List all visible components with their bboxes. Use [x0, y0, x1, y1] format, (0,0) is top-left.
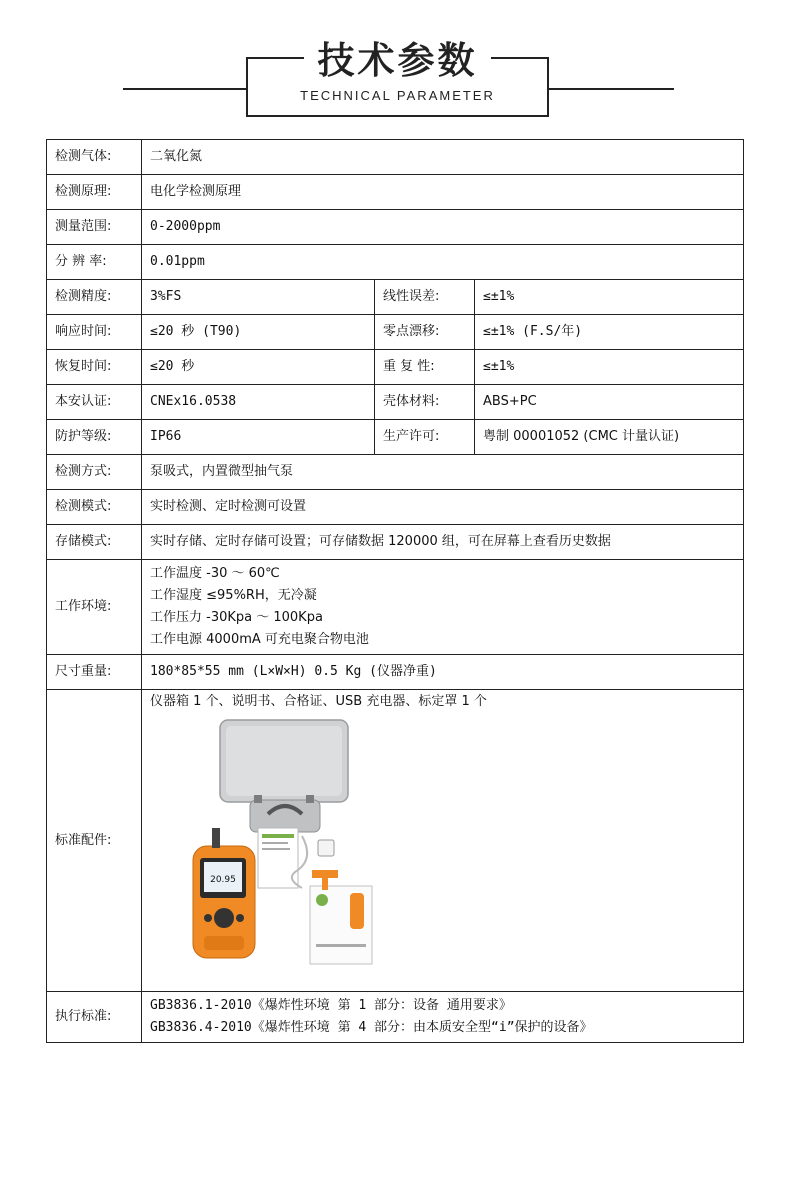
row-value-recovery: ≤20 秒 [142, 350, 375, 385]
table-row [47, 455, 744, 490]
row-value-range: 0-2000ppm [142, 210, 744, 245]
row-label-zero-drift: 零点漂移: [375, 315, 475, 350]
row-label-mode: 检测模式: [47, 490, 142, 525]
row-value-size: 180*85*55 mm (L×W×H) 0.5 Kg (仪器净重) [142, 655, 744, 690]
table-row [47, 490, 744, 525]
row-value-safety: CNEx16.0538 [142, 385, 375, 420]
table-row [47, 385, 744, 420]
row-label-method: 检测方式: [47, 455, 142, 490]
table-row [47, 525, 744, 560]
row-label-linearity: 线性误差: [375, 280, 475, 315]
row-label-license: 生产许可: [375, 420, 475, 455]
table-row [47, 420, 744, 455]
row-label-response: 响应时间: [47, 315, 142, 350]
row-label-gas: 检测气体: [47, 140, 142, 175]
table-row [47, 560, 744, 655]
page-subtitle: TECHNICAL PARAMETER [300, 88, 495, 103]
spec-table [46, 139, 744, 1043]
row-value-repeatability: ≤±1% [475, 350, 744, 385]
row-value-housing: ABS+PC [475, 385, 744, 420]
table-row [47, 992, 744, 1043]
row-label-accessories: 标准配件: [47, 690, 142, 992]
header-rule-left [123, 88, 246, 90]
table-row [47, 280, 744, 315]
row-value-method: 泵吸式，内置微型抽气泵 [142, 455, 744, 490]
carrying-case-image [220, 720, 348, 832]
row-label-recovery: 恢复时间: [47, 350, 142, 385]
row-value-standards [142, 992, 744, 1043]
row-label-safety: 本安认证: [47, 385, 142, 420]
row-label-resolution: 分 辨 率: [47, 245, 142, 280]
row-value-linearity: ≤±1% [475, 280, 744, 315]
page-header [0, 0, 790, 130]
product-photo [190, 718, 390, 968]
row-value-gas: 二氧化氮 [142, 140, 744, 175]
environment-line: 工作电源 4000mA 可充电聚合物电池 [150, 632, 369, 647]
table-row [47, 350, 744, 385]
header-frame-top-left [246, 57, 304, 59]
row-label-storage: 存储模式: [47, 525, 142, 560]
environment-line: 工作温度 -30 ～ 60℃ [150, 566, 280, 581]
table-row [47, 210, 744, 245]
row-value-response: ≤20 秒 (T90) [142, 315, 375, 350]
row-value-principle: 电化学检测原理 [142, 175, 744, 210]
row-value-resolution: 0.01ppm [142, 245, 744, 280]
table-row [47, 140, 744, 175]
accessories-text: 仪器箱 1 个、说明书、合格证、USB 充电器、标定罩 1 个 [150, 694, 487, 709]
environment-line: 工作压力 -30Kpa ～ 100Kpa [150, 610, 323, 625]
table-row [47, 690, 744, 992]
row-label-principle: 检测原理: [47, 175, 142, 210]
row-value-environment [142, 560, 744, 655]
manual-image [258, 828, 372, 964]
header-rule-right [548, 88, 674, 90]
table-row [47, 245, 744, 280]
row-value-precision: 3%FS [142, 280, 375, 315]
table-row [47, 315, 744, 350]
gas-detector-image [193, 828, 255, 958]
row-value-mode: 实时检测、定时检测可设置 [142, 490, 744, 525]
standard-line: GB3836.1-2010《爆炸性环境 第 1 部分：设备 通用要求》 [150, 998, 512, 1013]
row-label-precision: 检测精度: [47, 280, 142, 315]
header-frame-top-right [491, 57, 549, 59]
row-value-zero-drift: ≤±1% (F.S/年) [475, 315, 744, 350]
row-value-protection: IP66 [142, 420, 375, 455]
row-value-accessories [142, 690, 744, 992]
page-title: 技术参数 [317, 39, 478, 82]
row-label-range: 测量范围: [47, 210, 142, 245]
row-label-standards: 执行标准: [47, 992, 142, 1043]
table-row [47, 175, 744, 210]
row-label-protection: 防护等级: [47, 420, 142, 455]
row-label-environment: 工作环境: [47, 560, 142, 655]
row-value-storage: 实时存储、定时存储可设置；可存储数据 120000 组，可在屏幕上查看历史数据 [142, 525, 744, 560]
table-row [47, 655, 744, 690]
environment-line: 工作湿度 ≤95%RH，无冷凝 [150, 588, 317, 603]
row-label-housing: 壳体材料: [375, 385, 475, 420]
row-label-repeatability: 重 复 性: [375, 350, 475, 385]
row-label-size: 尺寸重量: [47, 655, 142, 690]
standard-line: GB3836.4-2010《爆炸性环境 第 4 部分：由本质安全型“i”保护的设备》 [150, 1020, 593, 1035]
row-value-license: 粤制 00001052 (CMC 计量认证) [475, 420, 744, 455]
device-reading: 20.95 [210, 874, 236, 885]
charger-image [292, 836, 338, 890]
